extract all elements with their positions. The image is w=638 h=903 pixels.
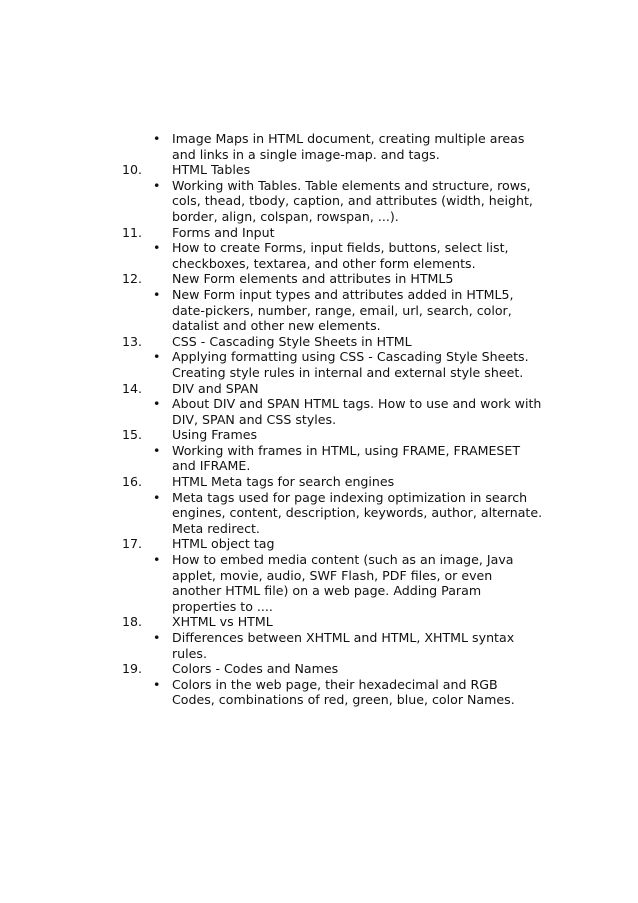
section-title: XHTML vs HTML bbox=[172, 614, 273, 630]
section-18 bbox=[0, 614, 638, 661]
bullet-item bbox=[153, 131, 544, 162]
section-15 bbox=[0, 427, 638, 474]
section-title: HTML object tag bbox=[172, 536, 275, 552]
bullet-text: Differences between XHTML and HTML, XHTML syntax rules. bbox=[172, 630, 515, 661]
bullet-dot-icon: • bbox=[153, 131, 161, 146]
section-number: 12. bbox=[122, 271, 143, 287]
bullet-item bbox=[153, 489, 544, 537]
bullet-dot-icon: • bbox=[153, 240, 161, 256]
section-number: 19. bbox=[122, 661, 143, 677]
bullet-item bbox=[153, 240, 544, 271]
bullet-dot-icon: • bbox=[153, 676, 161, 692]
section-17 bbox=[0, 536, 638, 614]
bullet-item bbox=[153, 552, 544, 614]
section-14 bbox=[0, 381, 638, 428]
section-11 bbox=[0, 225, 638, 272]
section-title: HTML Meta tags for search engines bbox=[172, 474, 395, 490]
bullet-text: Image Maps in HTML document, creating multiple areas and links in a single image-map. and tags. bbox=[172, 131, 525, 162]
bullet-text: New Form input types and attributes added in HTML5, date-pickers, number, range, email, url, search, color, datalist and other new elements. bbox=[172, 286, 514, 334]
section-title: Forms and Input bbox=[172, 224, 275, 240]
section-19 bbox=[0, 661, 638, 708]
bullet-item bbox=[153, 442, 544, 474]
bullet-item bbox=[153, 286, 544, 334]
bullet-text: Applying formatting using CSS - Cascading Style Sheets. Creating style rules in internal and external style sheet. bbox=[172, 349, 529, 380]
bullet-dot-icon: • bbox=[153, 552, 161, 568]
bullet-dot-icon: • bbox=[153, 489, 161, 505]
section-title: Colors - Codes and Names bbox=[172, 661, 339, 677]
section-title: New Form elements and attributes in HTML5 bbox=[172, 271, 454, 287]
bullet-text: How to create Forms, input fields, buttons, select list, checkboxes, textarea, and other form elements. bbox=[172, 240, 509, 271]
bullet-dot-icon: • bbox=[153, 396, 161, 412]
bullet-text: Working with frames in HTML, using FRAME, FRAMESET and IFRAME. bbox=[172, 442, 521, 474]
section-number: 17. bbox=[122, 536, 143, 552]
bullet-text: About DIV and SPAN HTML tags. How to use and work with DIV, SPAN and CSS styles. bbox=[172, 396, 542, 427]
bullet-text: Meta tags used for page indexing optimization in search engines, content, description, keywords, author, alternate. Meta redirect. bbox=[172, 489, 543, 536]
section-number: 14. bbox=[122, 380, 143, 396]
section-16 bbox=[0, 474, 638, 536]
section-number: 10. bbox=[122, 162, 143, 178]
section-13 bbox=[0, 334, 638, 381]
bullet-dot-icon: • bbox=[153, 630, 161, 645]
section-title: DIV and SPAN bbox=[172, 380, 259, 396]
bullet-text: Colors in the web page, their hexadecimal and RGB Codes, combinations of red, green, blue, color Names. bbox=[172, 676, 515, 708]
bullet-dot-icon: • bbox=[153, 177, 161, 193]
bullet-dot-icon: • bbox=[153, 286, 161, 302]
section-title: HTML Tables bbox=[172, 162, 251, 178]
bullet-text: How to embed media content (such as an image, Java applet, movie, audio, SWF Flash, PDF files, or even another HTML file) on a web page. Adding Param properties to .... bbox=[172, 552, 514, 614]
section-title: CSS - Cascading Style Sheets in HTML bbox=[172, 333, 412, 349]
bullet-item bbox=[153, 630, 544, 661]
section-10 bbox=[0, 162, 638, 224]
bullet-text: Working with Tables. Table elements and structure, rows, cols, thead, tbody, caption, and attributes (width, height, border, align, colspan, rowspan, ...). bbox=[172, 177, 533, 224]
section-number: 16. bbox=[122, 474, 143, 490]
bullet-dot-icon: • bbox=[153, 442, 161, 458]
section-number: 18. bbox=[122, 614, 143, 630]
section-number: 11. bbox=[122, 224, 143, 240]
bullet-dot-icon: • bbox=[153, 349, 161, 365]
section-number: 15. bbox=[122, 427, 143, 443]
section-title: Using Frames bbox=[172, 427, 258, 443]
section-number: 13. bbox=[122, 333, 143, 349]
bullet-item bbox=[153, 349, 544, 380]
section-12 bbox=[0, 271, 638, 333]
bullet-item bbox=[153, 676, 544, 708]
bullet-item bbox=[153, 396, 544, 427]
bullet-item bbox=[153, 177, 544, 225]
course-outline bbox=[0, 131, 638, 708]
